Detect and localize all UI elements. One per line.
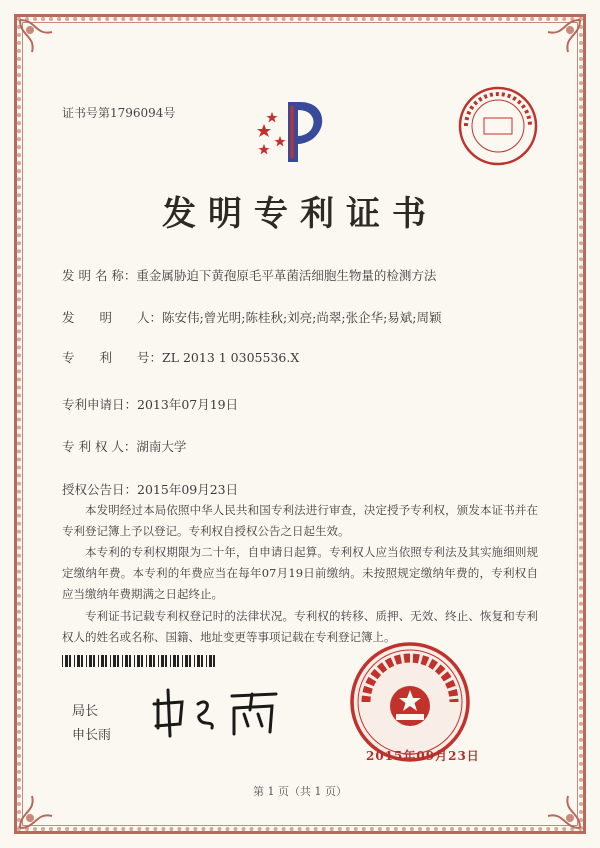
field-value: ZL 2013 1 0305536.X (162, 350, 300, 365)
director-title: 局长 (72, 704, 99, 719)
field-label: 发 明 人： (62, 310, 163, 325)
patentee-field (62, 437, 186, 455)
field-label: 专 利 权 人： (62, 439, 137, 454)
certificate-number: 证书号第1796094号 (62, 106, 176, 120)
field-value: 2013年07月19日 (137, 397, 239, 412)
director-name: 申长雨 (72, 728, 112, 743)
field-value: 2015年09月23日 (137, 482, 239, 497)
invention-name-field (62, 266, 436, 284)
seal-date: 2015年09月23日 (366, 749, 480, 763)
state-ip-office-seal-icon (348, 640, 472, 764)
handwritten-signature-icon (148, 680, 288, 740)
body-paragraph: 专利证书记载专利权登记时的法律状况。专利权的转移、质押、无效、终止、恢复和专利权人的姓名或名称、国籍、地址变更等事项记载在专利登记簿上。 (62, 609, 538, 644)
corner-ornament-icon (538, 16, 584, 62)
field-value: 湖南大学 (136, 439, 187, 454)
body-paragraph: 本发明经过本局依照中华人民共和国专利法进行审查，决定授予专利权，颁发本证书并在专利登记簿上予以登记。专利权自授权公告之日起生效。 (62, 503, 538, 538)
page-footer: 第 1 页（共 1 页） (253, 785, 347, 798)
barcode-icon (62, 655, 215, 667)
official-stamp-icon (456, 84, 540, 168)
patent-office-logo-icon (254, 96, 334, 166)
field-label: 授权公告日： (62, 482, 138, 497)
corner-ornament-icon (16, 16, 62, 62)
patent-number-field (62, 348, 299, 366)
field-label: 专利申请日： (62, 397, 138, 412)
application-date-field (62, 395, 238, 413)
inventors-field (62, 308, 442, 326)
body-paragraph: 本专利的专利权期限为二十年，自申请日起算。专利权人应当依照专利法及其实施细则规定缴纳年费。本专利的年费应当在每年07月19日前缴纳。未按照规定缴纳年费的，专利权自应当缴纳年费期满之日起终止。 (62, 545, 538, 601)
field-label: 发 明 名 称： (62, 268, 137, 283)
field-value: 重金属胁迫下黄孢原毛平革菌活细胞生物量的检测方法 (136, 268, 437, 283)
field-value: 陈安伟;曾光明;陈桂秋;刘亮;尚翠;张企华;易斌;周颖 (162, 310, 442, 325)
certificate-title: 发明专利证书 (162, 194, 438, 234)
grant-date-field (62, 480, 238, 498)
field-label: 专 利 号： (62, 350, 163, 365)
